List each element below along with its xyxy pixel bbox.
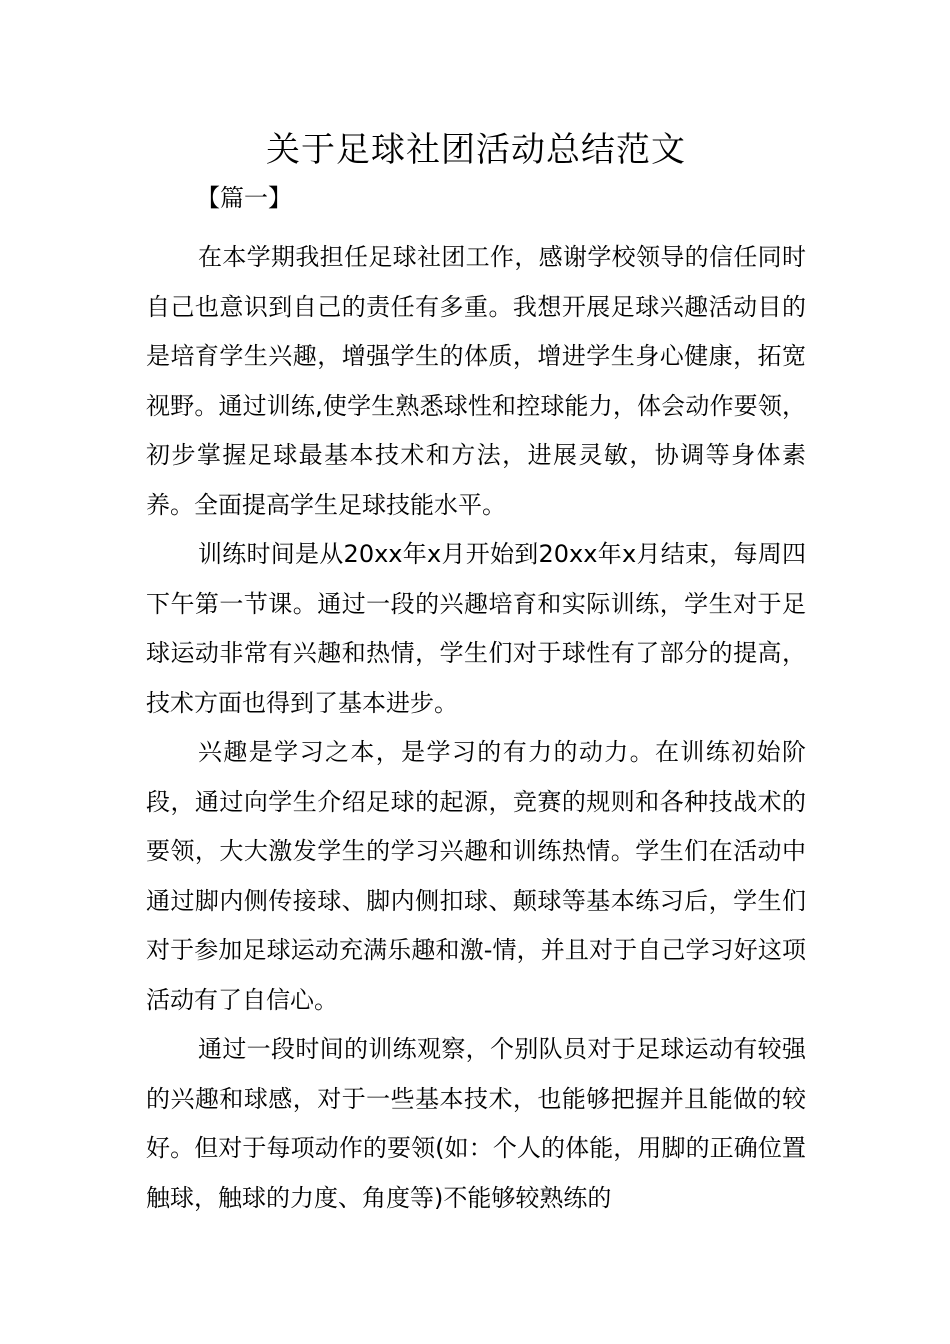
paragraph-4: 通过一段时间的训练观察，个别队员对于足球运动有较强的兴趣和球感，对于一些基本技术，也能够把握并且能做的较好。但对于每项动作的要领(如：个人的体能，用脚的正确位置触球，触球的力度、角度等)不能够较熟练的 bbox=[146, 1035, 806, 1212]
paragraph-2: 训练时间是从20xx年x月开始到20xx年x月结束，每周四下午第一节课。通过一段的兴趣培育和实际训练，学生对于足球运动非常有兴趣和热情，学生们对于球性有了部分的提高，技术方面也得到了基本进步。 bbox=[146, 540, 806, 717]
paragraph-3: 兴趣是学习之本，是学习的有力的动力。在训练初始阶段，通过向学生介绍足球的起源，竞赛的规则和各种技战术的要领，大大激发学生的学习兴趣和训练热情。学生们在活动中通过脚内侧传接球、脚内侧扣球、颠球等基本练习后，学生们对于参加足球运动充满乐趣和激-情，并且对于自己学习好这项活动有了自信心。 bbox=[146, 738, 806, 1014]
section-label: 【篇一】 bbox=[196, 184, 292, 212]
paragraph-1: 在本学期我担任足球社团工作，感谢学校领导的信任同时自己也意识到自己的责任有多重。我想开展足球兴趣活动目的是培育学生兴趣，增强学生的体质，增进学生身心健康，拓宽视野。通过训练,使学生熟悉球性和控球能力，体会动作要领，初步掌握足球最基本技术和方法，进展灵敏，协调等身体素养。全面提高学生足球技能水平。 bbox=[146, 243, 806, 519]
document-title: 关于足球社团活动总结范文 bbox=[266, 130, 686, 170]
document-page bbox=[146, 125, 806, 1223]
